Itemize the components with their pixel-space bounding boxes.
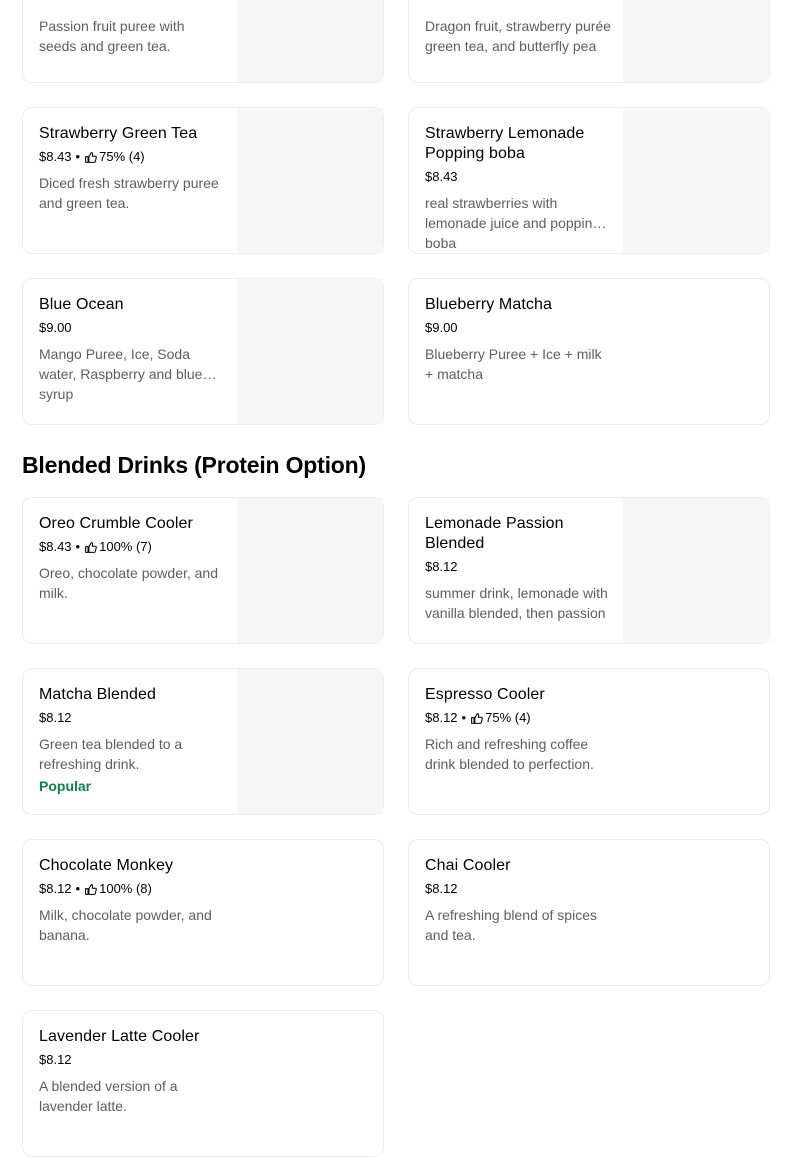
menu-item-rating: 75% (4) bbox=[485, 710, 531, 725]
menu-item-price: $8.12 bbox=[39, 710, 72, 725]
menu-item-image bbox=[237, 279, 383, 424]
meta-separator: • bbox=[75, 881, 81, 896]
menu-item-card[interactable] bbox=[22, 107, 384, 254]
menu-item-text bbox=[39, 0, 225, 56]
menu-item-meta bbox=[425, 320, 607, 336]
menu-item-name: Strawberry Lemonade Popping boba bbox=[425, 125, 585, 162]
menu-item-description: Dragon fruit, strawberry purée green tea, and butterfly pea bbox=[425, 18, 611, 54]
menu-item-name: Lemonade Passion Blended bbox=[425, 515, 564, 552]
menu-item-name: Matcha Blended bbox=[39, 686, 157, 703]
menu-item-meta bbox=[39, 320, 225, 336]
meta-separator: • bbox=[75, 149, 81, 164]
menu-item-price: $8.43 bbox=[39, 149, 72, 164]
menu-item-name: Strawberry Green Tea bbox=[39, 125, 198, 142]
menu-item-image bbox=[237, 498, 383, 643]
menu-item-price: $9.00 bbox=[425, 320, 458, 335]
menu-item-price: $8.12 bbox=[39, 1052, 72, 1067]
menu-item-description: Oreo, chocolate powder, and milk. bbox=[39, 565, 219, 601]
menu-item-name: Lavender Latte Cooler bbox=[39, 1028, 200, 1045]
menu-item-card[interactable] bbox=[408, 107, 770, 254]
menu-item-card[interactable] bbox=[22, 497, 384, 644]
menu-item-text bbox=[425, 124, 611, 251]
menu-item-text bbox=[39, 856, 221, 945]
menu-item-price: $8.12 bbox=[425, 559, 458, 574]
menu-item-rating: 75% (4) bbox=[99, 149, 145, 164]
menu-item-image bbox=[237, 108, 383, 253]
popular-badge: Popular bbox=[39, 778, 92, 794]
menu-item-image bbox=[623, 498, 769, 643]
menu-item-text bbox=[39, 685, 225, 795]
menu-item-name: Blueberry Matcha bbox=[425, 296, 552, 313]
menu-item-description: A refreshing blend of spices and tea. bbox=[425, 907, 597, 943]
menu-item-meta bbox=[425, 169, 611, 185]
menu-item-text bbox=[425, 685, 607, 774]
meta-separator: • bbox=[75, 539, 81, 554]
thumbs-up-icon bbox=[84, 883, 97, 896]
menu-item-image bbox=[623, 108, 769, 253]
menu-item-meta bbox=[39, 149, 225, 165]
menu-item-name: Blue Ocean bbox=[39, 296, 124, 313]
menu-item-price: $9.00 bbox=[39, 320, 72, 335]
menu-item-description: Green tea blended to a refreshing drink. bbox=[39, 736, 183, 772]
menu-item-card[interactable] bbox=[22, 668, 384, 815]
menu-item-description: real strawberries with lemonade juice and popping boba bbox=[425, 195, 601, 251]
menu-item-meta bbox=[425, 881, 607, 897]
menu-item-description: Passion fruit puree with seeds and green tea. bbox=[39, 18, 185, 54]
thumbs-up-icon bbox=[84, 541, 97, 554]
menu-item-card[interactable] bbox=[22, 0, 384, 83]
menu-item-meta bbox=[425, 559, 611, 575]
menu-item-card[interactable] bbox=[408, 0, 770, 83]
menu-item-price: $8.12 bbox=[39, 881, 72, 896]
menu-item-meta bbox=[39, 539, 225, 555]
menu-item-name: Chocolate Monkey bbox=[39, 857, 174, 874]
menu-item-description: Blueberry Puree + Ice + milk + matcha bbox=[425, 346, 602, 382]
menu-item-description: Milk, chocolate powder, and banana. bbox=[39, 907, 212, 943]
menu-item-meta bbox=[39, 881, 221, 897]
menu-item-description: summer drink, lemonade with vanilla blended, then passion bbox=[425, 585, 608, 621]
menu-item-price: $8.43 bbox=[39, 539, 72, 554]
menu-item-price: $8.43 bbox=[425, 169, 458, 184]
thumbs-up-icon bbox=[470, 712, 483, 725]
meta-separator: • bbox=[461, 710, 467, 725]
menu-item-text bbox=[39, 1027, 221, 1116]
menu-item-text bbox=[39, 124, 225, 213]
menu-item-card[interactable] bbox=[408, 839, 770, 986]
menu-item-image bbox=[237, 0, 383, 82]
menu-item-name: Chai Cooler bbox=[425, 857, 511, 874]
section-title: Blended Drinks (Protein Option) bbox=[22, 452, 366, 478]
menu-item-text bbox=[425, 295, 607, 384]
menu-item-image bbox=[237, 669, 383, 814]
menu-item-text bbox=[425, 514, 611, 623]
menu-item-description: Diced fresh strawberry puree and green tea. bbox=[39, 175, 219, 211]
menu-item-text bbox=[39, 295, 225, 402]
menu-item-description: A blended version of a lavender latte. bbox=[39, 1078, 178, 1114]
menu-item-image bbox=[623, 0, 769, 82]
menu-item-price: $8.12 bbox=[425, 710, 458, 725]
menu-item-meta bbox=[425, 710, 607, 726]
menu-item-description: Mango Puree, Ice, Soda water, Raspberry and blue syrup bbox=[39, 346, 203, 402]
menu-item-card[interactable] bbox=[408, 668, 770, 815]
menu-item-card[interactable] bbox=[408, 497, 770, 644]
menu-item-text bbox=[39, 514, 225, 603]
menu-item-card[interactable] bbox=[408, 278, 770, 425]
menu-item-card[interactable] bbox=[22, 839, 384, 986]
menu-item-name: Oreo Crumble Cooler bbox=[39, 515, 193, 532]
menu-item-rating: 100% (8) bbox=[99, 881, 152, 896]
thumbs-up-icon bbox=[84, 151, 97, 164]
menu-item-meta bbox=[39, 1052, 221, 1068]
menu-item-card[interactable] bbox=[22, 278, 384, 425]
menu-item-meta bbox=[39, 710, 225, 726]
menu-item-rating: 100% (7) bbox=[99, 539, 152, 554]
menu-item-description: Rich and refreshing coffee drink blended to perfection. bbox=[425, 736, 594, 772]
menu-item-name: Espresso Cooler bbox=[425, 686, 545, 703]
menu-item-price: $8.12 bbox=[425, 881, 458, 896]
menu-item-card[interactable] bbox=[22, 1010, 384, 1157]
menu-item-text bbox=[425, 0, 611, 56]
menu-item-text bbox=[425, 856, 607, 945]
